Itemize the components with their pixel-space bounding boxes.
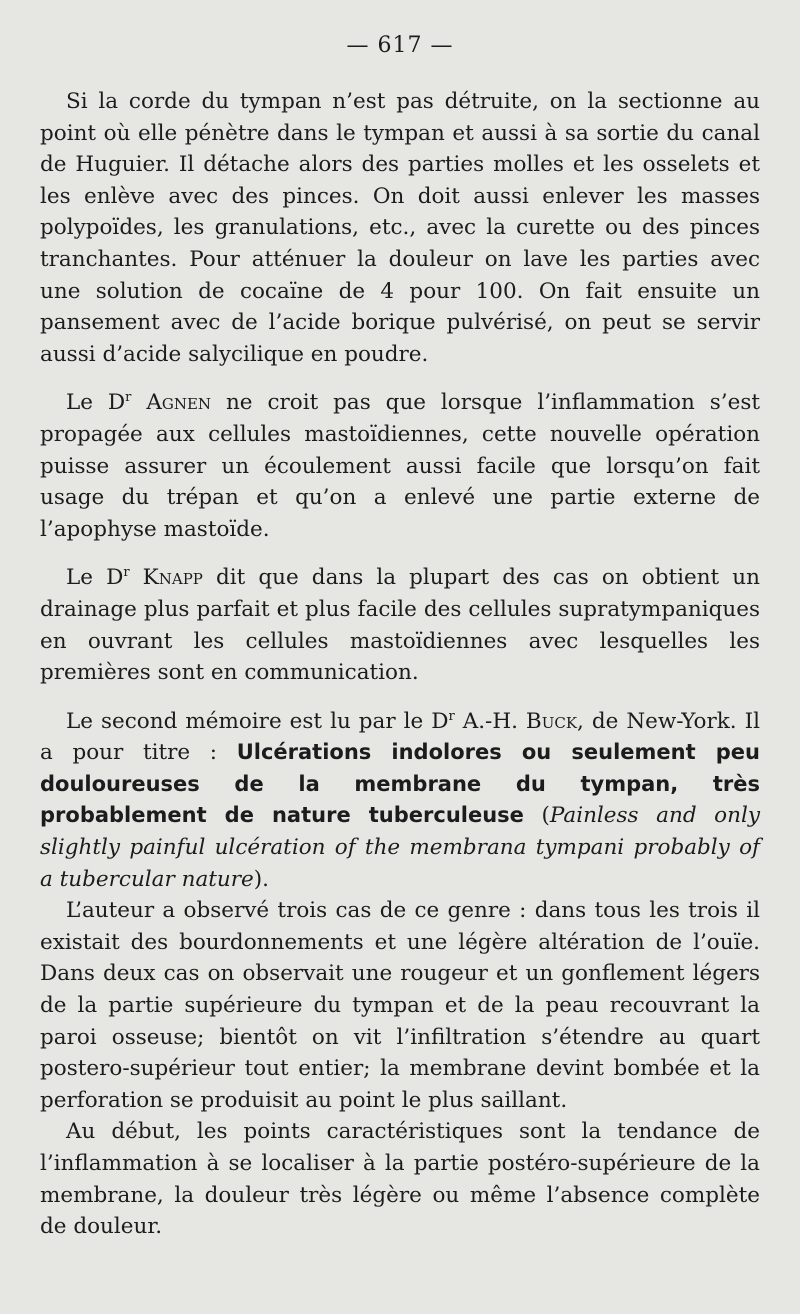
paragraph-2: [40, 382, 760, 545]
memoir-title-english: Painless and only slightly painful ulcération of the membrana tympani probably of a tubercular nature: [40, 803, 760, 892]
paragraph-4-mid: , de New-York. Il a pour titre :: [40, 708, 760, 766]
author-name-knapp: Knapp: [142, 565, 203, 591]
author-initials: A.-H.: [454, 708, 526, 734]
paragraph-1: Si la corde du tympan n’est pas détruite, on la sectionne au point où elle pénètre dans le tympan et aussi à sa sortie du canal de Huguier. Il détache alors des parties molles et les osselets et les enlève avec des pinces. On doit aussi enlever les masses polypoïdes, les granulations, etc., avec la curette ou des pinces tranchantes. Pour atténuer la douleur on lave les parties avec une solution de cocaïne de 4 pour 100. On fait ensuite un pansement avec de l’acide borique pulvérisé, on peut se servir aussi d’acide salycilique en poudre.: [40, 89, 760, 367]
page-number: — 617 —: [346, 33, 454, 58]
author-name-buck: Buck: [525, 708, 578, 734]
paragraph-2-text: ne croit pas que lorsque l’inflammation s’est propagée aux cellules mastoïdiennes, cette nouvelle opération puisse assurer un écoulement aussi facile que lorsqu’on fait usage du trépan et qu’on a enlevé une partie externe de l’apophyse mastoïde.: [40, 390, 760, 542]
paren-open: (: [523, 803, 550, 829]
paragraph-3-lead: Le D: [66, 565, 124, 591]
doctor-superscript: r: [448, 708, 455, 724]
doctor-superscript: r: [123, 565, 130, 581]
paragraph-5: L’auteur a observé trois cas de ce genre : dans tous les trois il existait des bourdonnements et une légère altération de l’ouïe. Dans deux cas on observait une rougeur et un gonflement légers de la partie supérieure du tympan et de la peau recouvrant la paroi osseuse; bientôt on vit l’infiltration s’étendre au quart postero-supérieur tout entier; la membrane devint bombée et la perforation se produisit au point le plus saillant.: [40, 898, 760, 1113]
paragraph-4-lead: Le second mémoire est lu par le D: [66, 708, 449, 734]
memoir-title-french: Ulcérations indolores ou seulement peu douloureuses de la membrane du tympan, très probablement de nature tuberculeuse: [40, 740, 760, 828]
paragraph-4: [40, 701, 760, 896]
doctor-superscript: r: [125, 390, 132, 406]
paragraph-3: [40, 557, 760, 688]
paren-close: ).: [253, 866, 269, 892]
paragraph-6: Au début, les points caractéristiques sont la tendance de l’inflammation à se localiser à la partie postéro-supérieure de la membrane, la douleur très légère ou même l’absence complète de douleur.: [40, 1119, 760, 1240]
author-name-agnen: Agnen: [146, 390, 212, 416]
paragraph-3-text: dit que dans la plupart des cas on obtient un drainage plus parfait et plus facile des cellules supratympaniques en ouvrant les cellules mastoïdiennes avec lesquelles les premières sont en communication.: [40, 565, 760, 686]
paragraph-2-lead: Le D: [66, 390, 126, 416]
